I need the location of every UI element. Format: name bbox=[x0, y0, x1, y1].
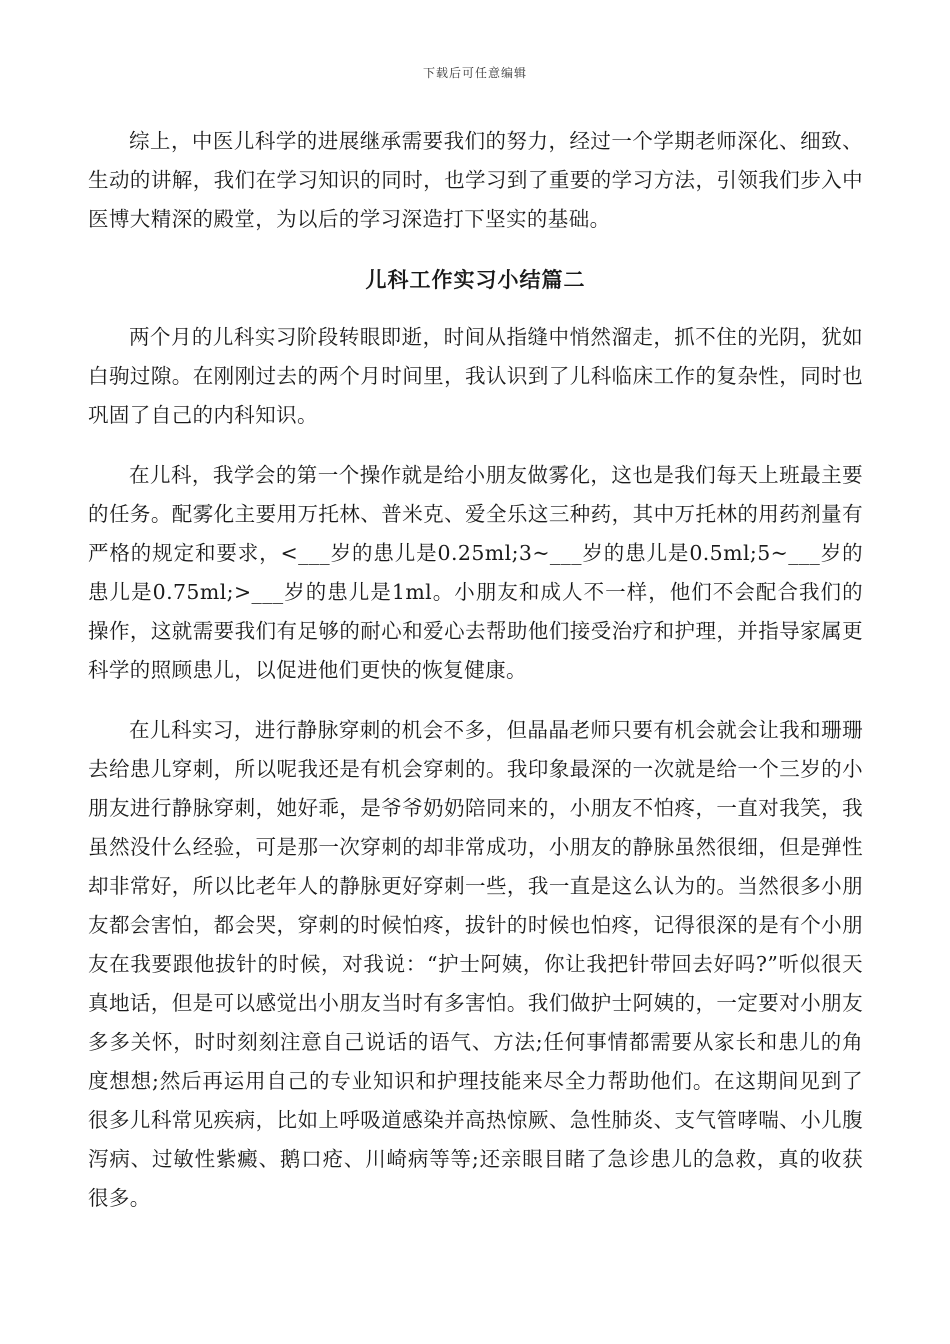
document-body bbox=[88, 122, 863, 1239]
paragraph-intro: 两个月的儿科实习阶段转眼即逝，时间从指缝中悄然溜走，抓不住的光阴，犹如白驹过隙。在刚刚过去的两个月时间里，我认识到了儿科临床工作的复杂性，同时也巩固了自己的内科知识。 bbox=[88, 325, 863, 427]
page-header: 下载后可任意编辑 bbox=[422, 66, 527, 80]
paragraph-nebulization: 在儿科，我学会的第一个操作就是给小朋友做雾化，这也是我们每天上班最主要的任务。配雾化主要用万托林、普米克、爱全乐这三种药，其中万托林的用药剂量有严格的规定和要求，<___岁的患儿是0.25ml;3~___岁的患儿是0.5ml;5~___岁的患儿是0.75ml;>___岁的患儿是1ml。小朋友和成人不一样，他们不会配合我们的操作，这就需要我们有足够的耐心和爱心去帮助他们接受治疗和护理，并指导家属更科学的照顾患儿，以促进他们更快的恢复健康。 bbox=[88, 463, 863, 682]
paragraph-conclusion: 综上，中医儿科学的进展继承需要我们的努力，经过一个学期老师深化、细致、生动的讲解，我们在学习知识的同时，也学习到了重要的学习方法，引领我们步入中医博大精深的殿堂，为以后的学习深造打下坚实的基础。 bbox=[88, 129, 863, 231]
paragraph-venipuncture: 在儿科实习，进行静脉穿刺的机会不多，但晶晶老师只要有机会就会让我和珊珊去给患儿穿刺，所以呢我还是有机会穿刺的。我印象最深的一次就是给一个三岁的小朋友进行静脉穿刺，她好乖，是爷爷奶奶陪同来的，小朋友不怕疼，一直对我笑，我虽然没什么经验，可是那一次穿刺的却非常成功，小朋友的静脉虽然很细，但是弹性却非常好，所以比老年人的静脉更好穿刺一些，我一直是这么认为的。当然很多小朋友都会害怕，都会哭，穿刺的时候怕疼，拔针的时候也怕疼，记得很深的是有个小朋友在我要跟他拔针的时候，对我说：“护士阿姨，你让我把针带回去好吗?”听似很天真地话，但是可以感觉出小朋友当时有多害怕。我们做护士阿姨的，一定要对小朋友多多关怀，时时刻刻注意自己说话的语气、方法;任何事情都需要从家长和患儿的角度想想;然后再运用自己的专业知识和护理技能来尽全力帮助他们。在这期间见到了很多儿科常见疾病，比如上呼吸道感染并高热惊厥、急性肺炎、支气管哮喘、小儿腹泻病、过敏性紫癜、鹅口疮、川崎病等等;还亲眼目睹了急诊患儿的急救，真的收获很多。 bbox=[88, 718, 863, 1210]
section-title: 儿科工作实习小结篇二 bbox=[365, 267, 586, 292]
